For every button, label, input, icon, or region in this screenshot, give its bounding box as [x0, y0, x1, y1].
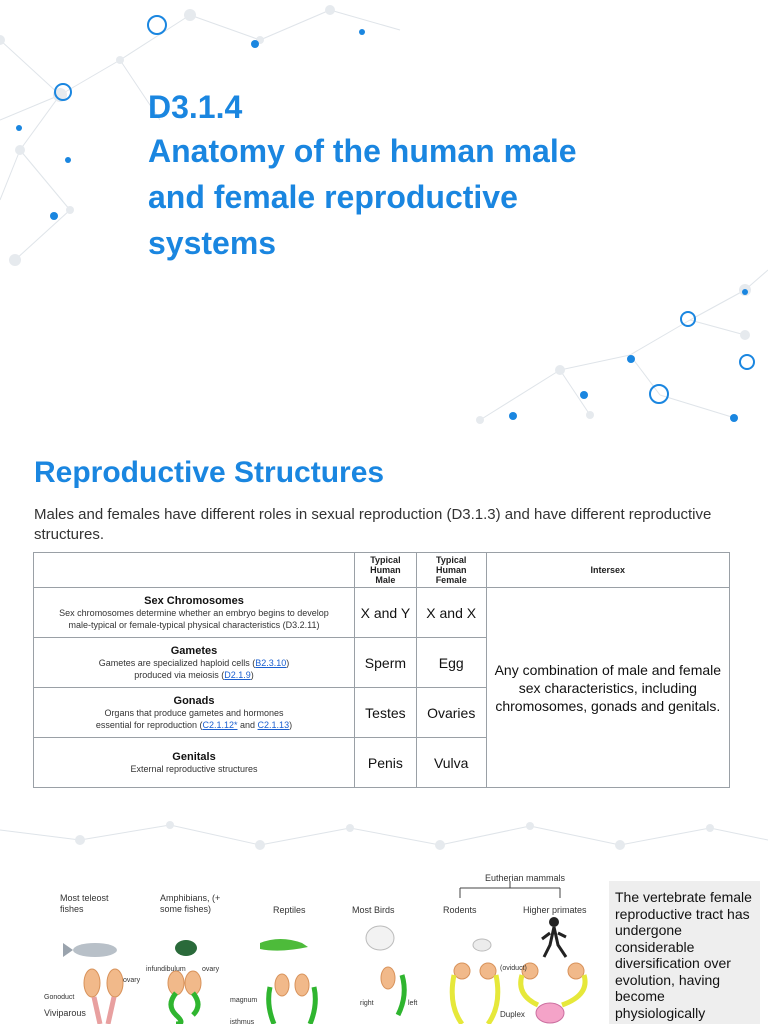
- label-reptiles: Reptiles: [273, 905, 306, 915]
- label-amphibians: Amphibians, (+ some fishes): [160, 893, 221, 914]
- hen-icon: [366, 926, 394, 950]
- table-header-empty: [34, 553, 355, 588]
- row-title: Gametes: [170, 644, 218, 657]
- frog-icon: [175, 940, 197, 956]
- fish-icon: [73, 943, 117, 957]
- female-value: Egg: [416, 638, 486, 688]
- table-header-intersex: Intersex: [486, 553, 729, 588]
- label-viviparous: Viviparous: [44, 1008, 86, 1018]
- row-desc: External reproductive structures: [130, 763, 258, 774]
- label-birds: Most Birds: [352, 905, 395, 915]
- row-title: Genitals: [172, 750, 216, 763]
- figure-drawing: [30, 865, 608, 1024]
- title-block: [148, 86, 708, 266]
- label-eutherian: Eutherian mammals: [485, 873, 566, 883]
- link-c2-1-12[interactable]: C2.1.12*: [202, 719, 238, 730]
- male-value: X and Y: [355, 588, 417, 638]
- label-ovary-fish: ovary: [123, 977, 141, 984]
- slide-title-line-1: Anatomy of the human male: [148, 133, 577, 169]
- male-value: Sperm: [355, 638, 417, 688]
- link-c2-1-13[interactable]: C2.1.13: [257, 719, 290, 730]
- male-value: Testes: [355, 688, 417, 738]
- table-header-row: [34, 553, 730, 588]
- row-desc-text: Organs that produce gametes and hormones: [104, 707, 284, 718]
- row-header-gametes: [34, 638, 355, 688]
- table-row: [34, 588, 730, 638]
- female-value: X and X: [416, 588, 486, 638]
- row-header-genitals: [34, 738, 355, 788]
- slide-code: D3.1.4: [148, 89, 243, 125]
- female-value: Vulva: [416, 738, 486, 788]
- label-rodents: Rodents: [443, 905, 477, 915]
- label-ovary-amphibian: ovary: [202, 966, 220, 973]
- label-duplex: Duplex: [500, 1010, 525, 1019]
- label-magnum: magnum: [230, 997, 258, 1004]
- male-value: Penis: [355, 738, 417, 788]
- link-b2-3-10[interactable]: B2.3.10: [255, 657, 287, 668]
- table-header-female: Typical Human Female: [416, 553, 486, 588]
- intersex-description: Any combination of male and female sex characteristics, including chromosomes, gonads and genitals.: [486, 588, 729, 788]
- label-oviduct: (oviduct): [500, 965, 527, 972]
- row-title: Gonads: [173, 694, 215, 707]
- slide-title-line-2: and female reproductive: [148, 179, 518, 215]
- label-right: right: [360, 1000, 374, 1007]
- row-desc-text: and: [237, 719, 258, 730]
- label-infundibulum: infundibulum: [146, 966, 186, 973]
- label-left: left: [408, 1000, 418, 1007]
- lizard-icon: [260, 939, 308, 951]
- human-icon: [549, 917, 559, 927]
- slide-title-line-3: systems: [148, 225, 277, 261]
- label-isthmus: isthmus: [230, 1019, 255, 1026]
- label-gonoduct: Gonoduct: [44, 994, 75, 1001]
- mouse-icon: [473, 939, 491, 951]
- row-header-sex-chromosomes: [34, 588, 355, 638]
- row-desc-text: ): [250, 669, 254, 680]
- row-desc: [38, 657, 350, 681]
- row-desc-text: Gametes are specialized haploid cells (: [98, 657, 256, 668]
- row-title: Sex Chromosomes: [144, 594, 244, 607]
- table-header-male: Typical Human Male: [355, 553, 417, 588]
- row-desc-line: male-typical or female-typical physical characteristics (D3.2.11): [68, 619, 320, 630]
- figure-caption: The vertebrate female reproductive tract has undergone considerable diversification over evolution, having become physiologically: [609, 881, 760, 1024]
- row-desc-text: ): [289, 719, 293, 730]
- link-d2-1-9[interactable]: D2.1.9: [224, 669, 251, 680]
- female-value: Ovaries: [416, 688, 486, 738]
- label-teleost: Most teleost fishes: [60, 893, 109, 914]
- vertebrate-reproductive-tract-figure: [30, 865, 608, 1024]
- row-header-gonads: [34, 688, 355, 738]
- label-primates: Higher primates: [523, 905, 587, 915]
- row-desc: [38, 707, 350, 731]
- section-heading: Reproductive Structures: [34, 456, 385, 489]
- row-desc-text: essential for reproduction (: [95, 719, 203, 730]
- intro-paragraph: Males and females have different roles in sexual reproduction (D3.1.3) and have different reproductive structures.: [34, 506, 712, 543]
- reproductive-structures-table: [33, 552, 730, 788]
- row-desc: [38, 607, 350, 631]
- row-desc-text: produced via meiosis (: [134, 669, 225, 680]
- row-desc-text: ): [286, 657, 290, 668]
- row-desc-line: Sex chromosomes determine whether an embryo begins to develop: [59, 607, 329, 618]
